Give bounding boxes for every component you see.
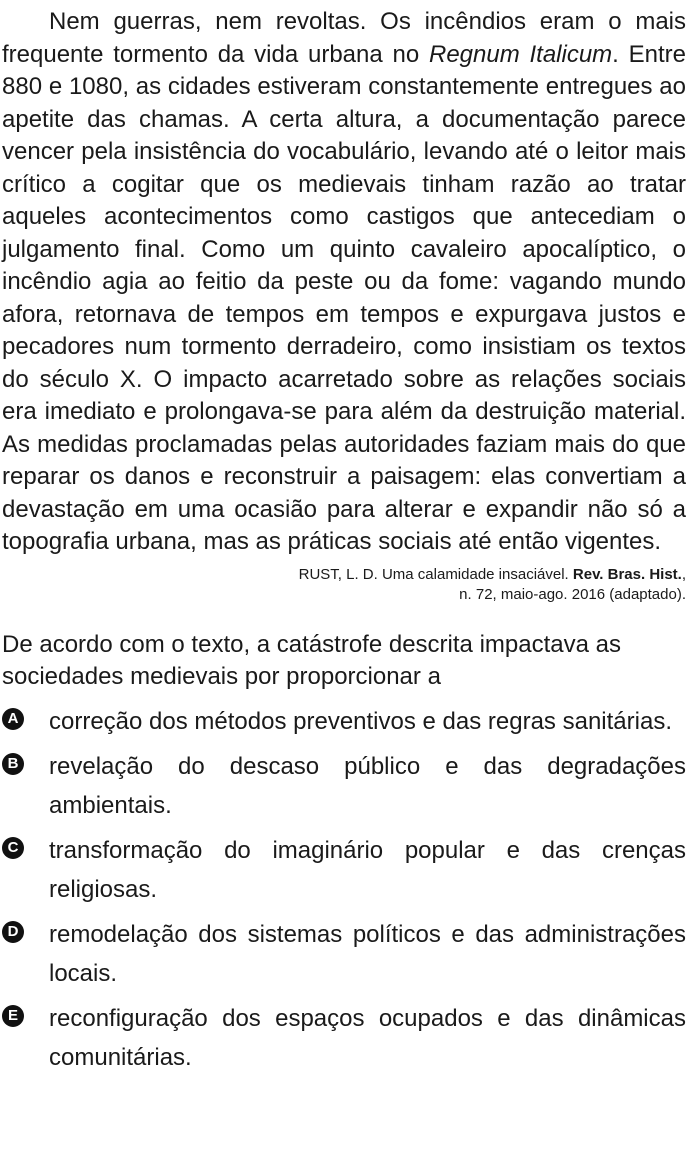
question-stem: De acordo com o texto, a catástrofe descrita impactava as sociedades medievais por proporcionar a xyxy=(2,630,621,690)
option-e-letter-badge: E xyxy=(2,1005,24,1027)
option-a-text: correção dos métodos preventivos e das regras sanitárias. xyxy=(49,707,672,735)
passage-part-1: Nem guerras, nem revoltas. Os incêndios eram o mais frequente tormento da vida urbana no xyxy=(2,8,686,68)
option-d[interactable] xyxy=(2,915,686,993)
passage-italic-term: Regnum Italicum xyxy=(428,40,613,68)
source-journal: Rev. Bras. Hist. xyxy=(572,565,682,583)
option-e[interactable] xyxy=(2,999,686,1077)
option-c[interactable] xyxy=(2,831,686,909)
option-a-letter-badge: A xyxy=(2,708,24,730)
source-comma: , xyxy=(681,565,686,583)
option-b-text: revelação do descaso público e das degradações ambientais. xyxy=(49,752,686,819)
source-line-2: n. 72, maio-ago. 2016 (adaptado). xyxy=(459,585,686,603)
option-b-letter-badge: B xyxy=(2,753,24,775)
passage-part-2: . Entre 880 e 1080, as cidades estiveram constantemente entregues ao apetite das chamas. A certa altura, a documentação parece vencer pela insistência do vocabulário, levando até o leitor mais crítico a cogitar que os medievais tinham razão ao tratar aqueles acontecimentos como castigos que antecediam o julgamento final. Como um quinto cavaleiro apocalíptico, o incêndio agia ao feitio da peste ou da fome: vagando mundo afora, retornava de tempos em tempos e expurgava justos e pecadores num tormento derradeiro, como insistiam os textos do século X. O impacto acarretado sobre as relações sociais era imediato e prolongava-se para além da destruição material. As medidas proclamadas pelas autoridades faziam mais do que reparar os danos e reconstruir a paisagem: elas convertiam a devastação em uma ocasião para alterar e expandir não só a topografia urbana, mas as práticas sociais até então vigentes. xyxy=(2,40,686,555)
source-line-1 xyxy=(2,565,686,585)
option-c-letter-badge: C xyxy=(2,837,24,859)
answer-options xyxy=(2,702,686,1077)
source-author-title: RUST, L. D. Uma calamidade insaciável. xyxy=(298,565,573,583)
passage-text xyxy=(2,6,686,559)
option-e-text: reconfiguração dos espaços ocupados e das dinâmicas comunitárias. xyxy=(49,1004,686,1071)
option-b[interactable] xyxy=(2,747,686,825)
option-d-letter-badge: D xyxy=(2,921,24,943)
option-c-text: transformação do imaginário popular e das crenças religiosas. xyxy=(49,836,686,903)
source-citation xyxy=(2,565,686,605)
option-d-text: remodelação dos sistemas políticos e das administrações locais. xyxy=(49,920,686,987)
option-a[interactable] xyxy=(2,702,686,741)
